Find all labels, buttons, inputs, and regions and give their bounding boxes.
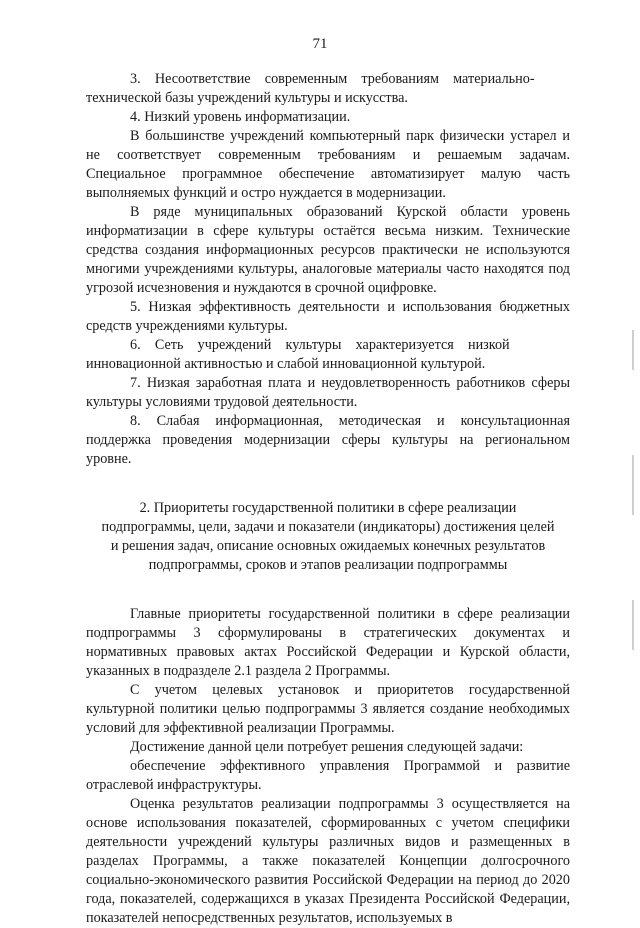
scan-edge-mark [632, 600, 634, 650]
paragraph-priorities: Главные приоритеты государственной политики в сфере реализации подпрограммы 3 сформулированы в стратегических документах и нормативных правовых актах Российской Федерации и Курской области, указанных в подразделе 2.1 раздела 2 Программы. [86, 606, 570, 679]
list-item-7: 7. Низкая заработная плата и неудовлетворенность работников сферы культуры условиями трудовой деятельности. [86, 375, 570, 410]
list-item-8: 8. Слабая информационная, методическая и консультационная поддержка проведения модернизации сферы культуры на региональном уровне. [86, 413, 570, 467]
section-heading-line: и решения задач, описание основных ожидаемых конечных результатов [110, 538, 546, 554]
section-heading-line: подпрограммы, сроков и этапов реализации подпрограммы [148, 557, 508, 573]
paragraph-evaluation: Оценка результатов реализации подпрограммы 3 осуществляется на основе использования показателей, сформированных с учетом специфики деятельности учреждений культуры различных видов и размещенных в разделах Программы, а также показателей Концепции долгосрочного социально-экономического развития Российской Федерации на период до 2020 года, показателей, содержащихся в указах Президента Российской Федерации, показателей непосредственных результатов, используемых в [86, 796, 570, 926]
page-content [86, 70, 570, 928]
scan-edge-mark [632, 330, 634, 370]
paragraph-task: обеспечение эффективного управления Программой и развитие отраслевой инфраструктуры. [86, 758, 570, 793]
section-heading-line: 2. Приоритеты государственной политики в сфере реализации [139, 500, 517, 516]
page-number: 71 [312, 36, 328, 52]
list-item-5: 5. Низкая эффективность деятельности и использования бюджетных средств учреждениями культуры. [86, 299, 570, 334]
section-heading [86, 499, 570, 575]
section-heading-line: подпрограммы, цели, задачи и показатели (индикаторы) достижения целей [101, 519, 555, 535]
paragraph-task-intro: Достижение данной цели потребует решения следующей задачи: [130, 739, 524, 755]
list-item-3: 3. Несоответствие современным требованиям материально-технической базы учреждений культуры и искусства. [86, 71, 535, 106]
paragraph-goal: С учетом целевых установок и приоритетов государственной культурной политики целью подпрограммы 3 является создание необходимых условий для эффективной реализации Программы. [86, 682, 570, 736]
scan-edge-mark [632, 455, 634, 515]
list-item-6: 6. Сеть учреждений культуры характеризуется низкой инновационной активностью и слабой инновационной культурой. [86, 337, 510, 372]
list-item-4: 4. Низкий уровень информатизации. [130, 109, 351, 125]
paragraph-informatization-kursk: В ряде муниципальных образований Курской области уровень информатизации в сфере культуры остаётся весьма низким. Технические средства создания информационных ресурсов практически не используются многими учреждениями культуры, аналоговые материалы часто находятся под угрозой исчезновения и нуждаются в срочной оцифровке. [86, 204, 570, 296]
paragraph-computer-park: В большинстве учреждений компьютерный парк физически устарел и не соответствует современным требованиям и решаемым задачам. Специальное программное обеспечение автоматизирует малую часть выполняемых функций и остро нуждается в модернизации. [86, 128, 570, 201]
